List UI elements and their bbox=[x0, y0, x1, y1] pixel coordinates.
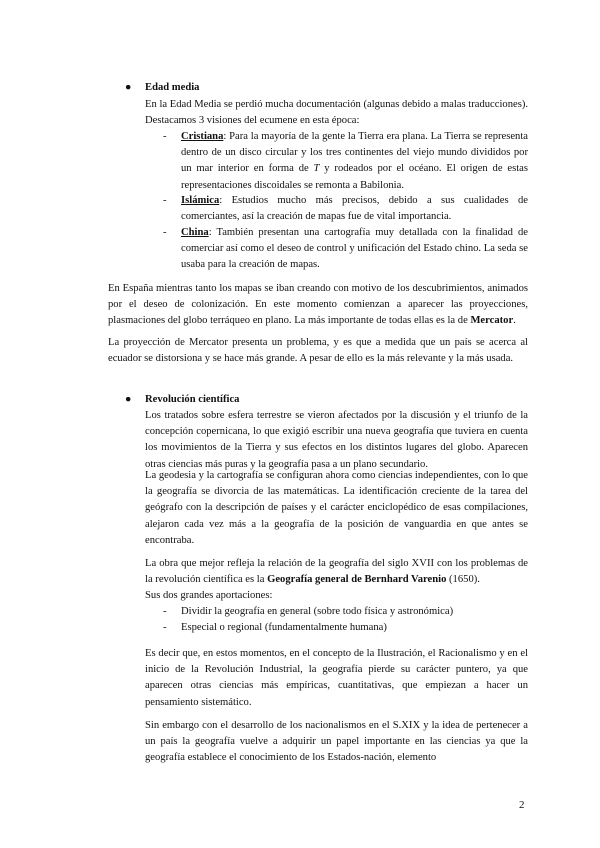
revolucion-paragraph-1: Los tratados sobre esfera terrestre se vieron afectados por la discusión y el triunfo de la concepción copernicana, lo que exigió escribir una nueva geografía que tuviera en cuenta los movimientos de la Tierra y sus efectos en los distintos lugares del globo. Aparecen otras ciencias más puras y la geografía pasa a un plano secundario. bbox=[145, 410, 528, 470]
aportacion-item: Especial o regional (fundamentalmente humana) bbox=[181, 622, 387, 633]
espana-paragraph: En España mientras tanto los mapas se iban creando con motivo de los descubrimientos, animados por el deseo de colonización. En este momento comienzan a aparecer las proyecciones, plasmaciones del globo terráqueo en plano. La más importante de todas ellas es la de Mercator. bbox=[108, 283, 528, 327]
dash-marker: - bbox=[163, 131, 167, 142]
revolucion-paragraph-4: Es decir que, en estos momentos, en el concepto de la Ilustración, el Racionalismo y en el inicio de la Revolución Industrial, la geografía pierde su carácter puntero, ya que aparecen otras ciencias más empíricas, cuantitativas, que empiezan a hacer un pensamiento sistemático. bbox=[145, 648, 528, 708]
item-china: China: También presentan una cartografía muy detallada con la finalidad de comerciar así como el deseo de control y unificación del Estado chino. La seda se usaba para la creación de mapas. bbox=[181, 227, 528, 271]
bullet-icon: ● bbox=[125, 82, 132, 93]
edad-media-intro: En la Edad Media se perdió mucha documentación (algunas debido a malas traducciones). Destacamos 3 visiones del ecumene en esta época: bbox=[145, 99, 528, 127]
dash-marker: - bbox=[163, 606, 167, 617]
aportacion-item: Dividir la geografía en general (sobre todo física y astronómica) bbox=[181, 606, 454, 617]
revolucion-paragraph-2: La geodesia y la cartografía se configuran ahora como ciencias independientes, con lo que la geografía se divorcia de las matemáticas. La identificación creciente de la tarea del geógrafo con la descripción de países y el carácter enciclopédico de esas compilaciones, alejaron cada vez más a la geografía de la posición de vanguardia en que antes se encontraba. bbox=[145, 470, 528, 546]
revolucion-paragraph-3: La obra que mejor refleja la relación de la geografía del siglo XVII con los problemas de la revolución científica es la Geografía general de Bernhard Varenio (1650). bbox=[145, 558, 528, 586]
dash-marker: - bbox=[163, 195, 167, 206]
aportaciones-label: Sus dos grandes aportaciones: bbox=[145, 590, 273, 601]
item-cristiana: Cristiana: Para la mayoría de la gente la Tierra era plana. La Tierra se representa dentro de un disco circular y los tres continentes del viejo mundo divididos por un mar interior en forma de T y rodeados por el océano. El origen de estas representaciones discoidales se remonta a Babilonia. bbox=[181, 131, 528, 191]
page-number: 2 bbox=[519, 799, 525, 811]
mercator-paragraph: La proyección de Mercator presenta un problema, y es que a medida que un país se acerca al ecuador se distorsiona y se hace más grande. A pesar de ello es la más relevante y la más usada. bbox=[108, 337, 528, 365]
dash-marker: - bbox=[163, 622, 167, 633]
item-islamica: Islámica: Estudios mucho más precisos, debido a sus cualidades de comerciantes, así la creación de mapas fue de vital importancia. bbox=[181, 195, 528, 223]
revolucion-paragraph-5: Sin embargo con el desarrollo de los nacionalismos en el S.XIX y la idea de pertenecer a un país la geografía vuelve a adquirir un papel importante en las ciencias ya que la geografía establece el conocimiento de los Estados-nación, elemento bbox=[145, 720, 528, 764]
document-page: ● Edad media En la Edad Media se perdió mucha documentación (algunas debido a malas traducciones). Destacamos 3 visiones del ecumene en esta época: - Cristiana: Para la mayoría de la gente la Tierra era plana. La Tierra se representa dentro de un disco circular y los tres continentes del viejo mundo divididos por un mar interior en forma de T y rodeados por el océano. El origen de estas representaciones discoidales se remonta a Babilonia. - Islámica: Estudios mucho más precisos, debido a sus cualidades de comerciantes, así la creación de mapas fue de vital importancia. - China: También presentan una cartografía muy detallada con la finalidad de comerciar así como el deseo de control y unificación del Estado chino. La seda se usaba para la creación de mapas. En España mientras tanto los mapas se iban creando con motivo de los descubrimientos, animados por el deseo de colonización. En este momento comienzan a aparecer las proyecciones, plasmaciones del globo terráqueo en plano. La más importante de todas ellas es la de Mercator. La proyección de Mercator presenta un problema, y es que a medida que un país se acerca al ecuador se distorsiona y se hace más grande. A pesar de ello es la más relevante y la más usada. ● Revolución científica Los tratados sobre esfera terrestre se vieron afectados por la discusión y el triunfo de la concepción copernicana, lo que exigió escribir una nueva geografía que tuviera en cuenta los movimientos de la Tierra y sus efectos en los distintos lugares del globo. Aparecen otras ciencias más puras y la geografía pasa a un plano secundario. La geodesia y la cartografía se configuran ahora como ciencias independientes, con lo que la geografía se divorcia de las matemáticas. La identificación creciente de la tarea del geógrafo con la descripción de países y el carácter enciclopédico de esas compilaciones, alejaron cada vez más a la geografía de la posición de vanguardia en que antes se encontraba. La obra que mejor refleja la relación de la geografía del siglo XVII con los problemas de la revolución científica es la Geografía general de Bernhard Varenio (1650). Sus dos grandes aportaciones: - Dividir la geografía en general (sobre todo física y astronómica) - Especial o regional (fundamentalmente humana) Es decir que, en estos momentos, en el concepto de la Ilustración, el Racionalismo y en el inicio de la Revolución Industrial, la geografía pierde su carácter puntero, ya que aparecen otras ciencias más empíricas, cuantitativas, que empiezan a hacer un pensamiento sistemático. Sin embargo con el desarrollo de los nacionalismos en el S.XIX y la idea de pertenecer a un país la geografía vuelve a adquirir un papel importante en las ciencias ya que la geografía establece el conocimiento de los Estados-nación, elemento 2 bbox=[0, 0, 600, 848]
dash-marker: - bbox=[163, 227, 167, 238]
bullet-icon: ● bbox=[125, 394, 132, 405]
